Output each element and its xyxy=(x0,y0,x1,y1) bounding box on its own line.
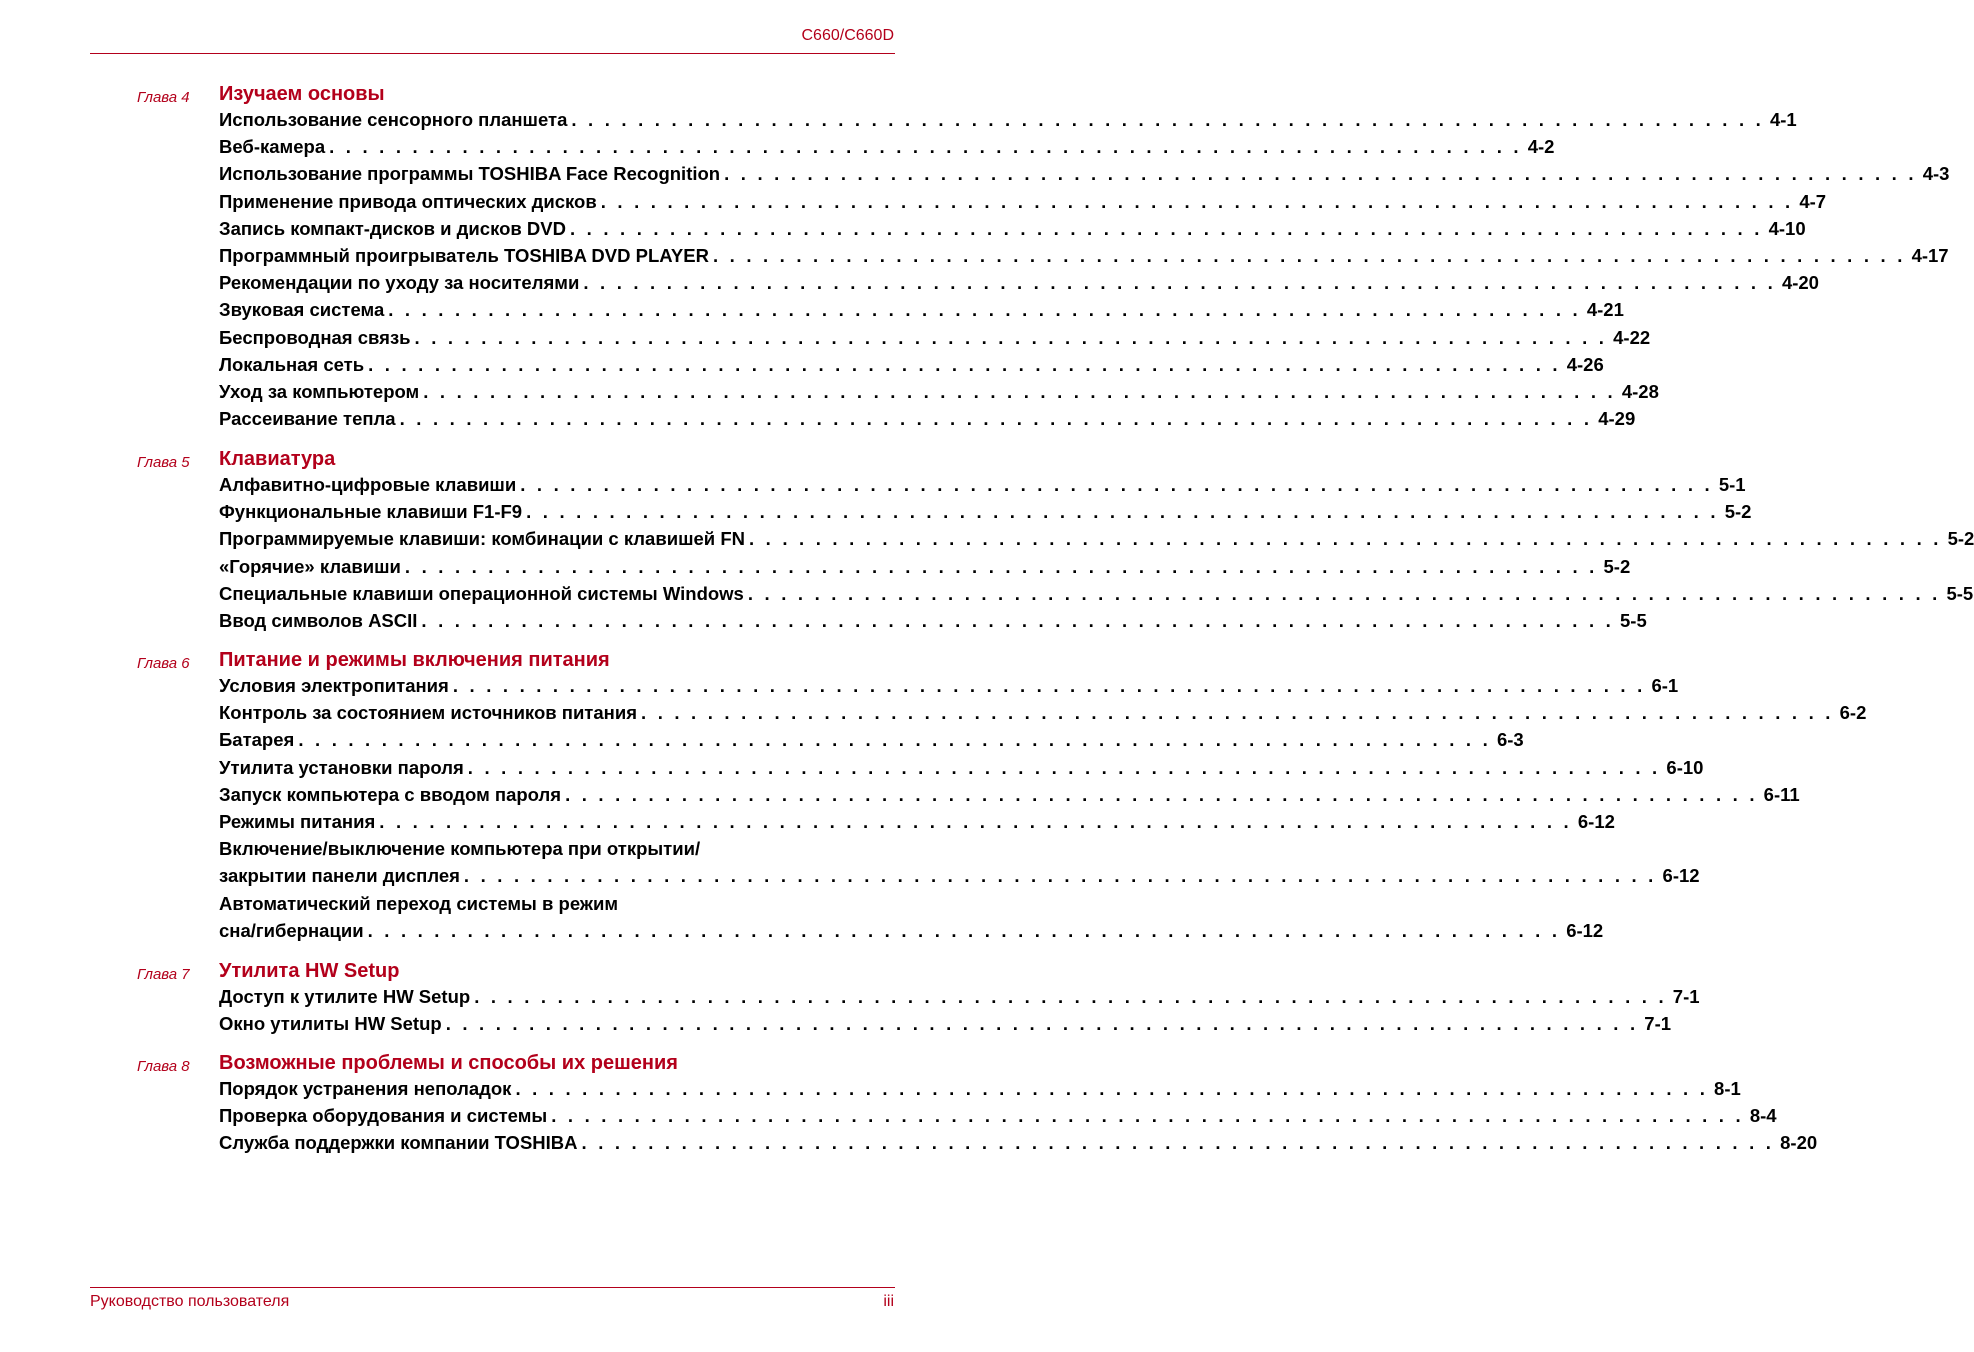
toc-entry-title: Контроль за состоянием источников питания xyxy=(219,702,638,724)
dot-leader: . . . . . . . . . . . . . . . . . . . . . . . . . . . . . . . . . . . . . . . . . . . . . . . . . . . . . . . . . . . . . . . . . . . . . . . . xyxy=(747,582,1941,604)
toc-entry-page: 4-2 xyxy=(1527,136,1555,158)
chapter-label: Глава 6 xyxy=(137,655,190,672)
toc-entry-title: Функциональные клавиши F1-F9 xyxy=(219,501,523,523)
toc-entry-page: 6-10 xyxy=(1666,756,1704,778)
chapter-title[interactable]: Клавиатура xyxy=(219,448,336,470)
toc-entry-page: 5-5 xyxy=(1946,582,1974,604)
toc-entry-title: Проверка оборудования и системы xyxy=(219,1105,548,1127)
chapter-title[interactable]: Изучаем основы xyxy=(219,83,385,105)
chapter-entries xyxy=(219,474,1974,637)
toc-entry[interactable] xyxy=(219,353,1604,381)
toc-entry[interactable] xyxy=(219,1013,1672,1040)
toc-entry[interactable] xyxy=(219,163,1950,190)
toc-entry-page: 5-1 xyxy=(1718,474,1746,495)
toc-entry-page: 4-22 xyxy=(1613,326,1651,348)
toc-entry-page: 8-4 xyxy=(1749,1105,1777,1127)
toc-entry[interactable] xyxy=(219,609,1647,637)
toc-entry-page: 8-1 xyxy=(1714,1078,1741,1099)
toc-entry[interactable] xyxy=(219,474,1746,501)
toc-entry-page: 8-20 xyxy=(1780,1132,1818,1154)
dot-leader: . . . . . . . . . . . . . . . . . . . . . . . . . . . . . . . . . . . . . . . . . . . . . . . . . . . . . . . . . . . . . . . . . . . . . . . . xyxy=(526,501,1719,523)
toc-entry-first-line[interactable]: Включение/выключение компьютера при открытии/ xyxy=(219,838,701,860)
toc-entry-page: 4-29 xyxy=(1598,408,1636,430)
dot-leader: . . . . . . . . . . . . . . . . . . . . . . . . . . . . . . . . . . . . . . . . . . . . . . . . . . . . . . . . . . . . . . . . . . . . . . . . xyxy=(748,528,1942,550)
toc-entry-page: 6-11 xyxy=(1763,783,1800,805)
toc-entry[interactable] xyxy=(219,244,1949,272)
toc-entry-page: 4-28 xyxy=(1621,380,1659,402)
toc-entry-title: Использование сенсорного планшета xyxy=(219,109,568,130)
toc-entry-title: Режимы питания xyxy=(219,810,376,832)
page-number: iii xyxy=(883,1293,894,1310)
dot-leader: . . . . . . . . . . . . . . . . . . . . . . . . . . . . . . . . . . . . . . . . . . . . . . . . . . . . . . . . . . . . . . . . . . . . . . . . xyxy=(463,865,1657,887)
toc-entry-page: 4-17 xyxy=(1911,244,1949,266)
dot-leader: . . . . . . . . . . . . . . . . . . . . . . . . . . . . . . . . . . . . . . . . . . . . . . . . . . . . . . . . . . . . . . . . . . . . . . . . xyxy=(379,810,1572,832)
toc-entry-title: Применение привода оптических дисков xyxy=(219,190,597,212)
toc-entry[interactable] xyxy=(219,756,1704,784)
dot-leader: . . . . . . . . . . . . . . . . . . . . . . . . . . . . . . . . . . . . . . . . . . . . . . . . . . . . . . . . . . . . . . . . . . . . . . . . xyxy=(367,919,1561,941)
toc-entry[interactable] xyxy=(219,702,1867,729)
toc-entry-page: 7-1 xyxy=(1672,986,1700,1007)
toc-entry[interactable] xyxy=(219,109,1797,136)
toc-entry-page: 5-2 xyxy=(1724,501,1752,523)
chapter-entries xyxy=(219,109,1950,435)
toc-entry-title: Батарея xyxy=(219,729,295,751)
toc-entry[interactable] xyxy=(219,136,1555,163)
dot-leader: . . . . . . . . . . . . . . . . . . . . . . . . . . . . . . . . . . . . . . . . . . . . . . . . . . . . . . . . . . . . . . . . . . . . . . . . xyxy=(641,702,1834,724)
toc-entry-title: сна/гибернации xyxy=(219,919,364,941)
toc-entry[interactable] xyxy=(219,582,1974,610)
toc-entry-title: Рекомендации по уходу за носителями xyxy=(219,272,580,294)
dot-leader: . . . . . . . . . . . . . . . . . . . . . . . . . . . . . . . . . . . . . . . . . . . . . . . . . . . . . . . . . . . . . . . . . . . . . . . . xyxy=(414,326,1608,348)
dot-leader: . . . . . . . . . . . . . . . . . . . . . . . . . . . . . . . . . . . . . . . . . . . . . . . . . . . . . . . . . . . . . . . . . . . . . . . . xyxy=(569,217,1763,239)
dot-leader: . . . . . . . . . . . . . . . . . . . . . . . . . . . . . . . . . . . . . . . . . . . . . . . . . . . . . . . . . . . . . . . . . . . . . . . . xyxy=(421,609,1615,631)
toc-entry[interactable] xyxy=(219,528,1974,555)
dot-leader: . . . . . . . . . . . . . . . . . . . . . . . . . . . . . . . . . . . . . . . . . . . . . . . . . . . . . . . . . . . . . . . . . . . . . . . . xyxy=(712,244,1906,266)
toc-entry[interactable] xyxy=(219,729,1524,756)
dot-leader: . . . . . . . . . . . . . . . . . . . . . . . . . . . . . . . . . . . . . . . . . . . . . . . . . . . . . . . . . . . . . . . . . . . . . . . . xyxy=(452,675,1646,696)
toc-entry[interactable] xyxy=(219,810,1615,838)
toc-entry-page: 4-7 xyxy=(1799,190,1827,212)
dot-leader: . . . . . . . . . . . . . . . . . . . . . . . . . . . . . . . . . . . . . . . . . . . . . . . . . . . . . . . . . . . . . . . . . . . . . . . . xyxy=(520,474,1713,495)
dot-leader: . . . . . . . . . . . . . . . . . . . . . . . . . . . . . . . . . . . . . . . . . . . . . . . . . . . . . . . . . . . . . . . . . . . . . . . . xyxy=(583,272,1776,294)
toc-entry-page: 7-1 xyxy=(1644,1013,1672,1035)
toc-entry[interactable] xyxy=(219,675,1679,702)
chapter-label: Глава 4 xyxy=(137,89,190,106)
toc-entry[interactable] xyxy=(219,380,1659,408)
toc-entry-title: Алфавитно-цифровые клавиши xyxy=(219,474,517,495)
toc-entry[interactable] xyxy=(219,555,1631,583)
dot-leader: . . . . . . . . . . . . . . . . . . . . . . . . . . . . . . . . . . . . . . . . . . . . . . . . . . . . . . . . . . . . . . . . . . . . . . . . xyxy=(298,729,1491,751)
toc-entry-title: Использование программы TOSHIBA Face Recognition xyxy=(219,163,721,185)
toc-entry-page: 4-20 xyxy=(1781,272,1819,294)
chapter-title[interactable]: Питание и режимы включения питания xyxy=(219,649,610,671)
footer-title: Руководство пользователя xyxy=(90,1293,290,1310)
toc-entry-title: Программируемые клавиши: комбинации с клавишей FN xyxy=(219,528,745,550)
toc-entry-title: закрытии панели дисплея xyxy=(219,865,460,887)
toc-entry[interactable] xyxy=(219,783,1800,811)
toc-entry-title: Ввод символов ASCII xyxy=(219,609,418,631)
dot-leader: . . . . . . . . . . . . . . . . . . . . . . . . . . . . . . . . . . . . . . . . . . . . . . . . . . . . . . . . . . . . . . . . . . . . . . . . xyxy=(423,380,1616,402)
toc-entry[interactable] xyxy=(219,299,1624,326)
toc-entry-page: 4-26 xyxy=(1566,353,1604,375)
toc-entry-title: Порядок устранения неполадок xyxy=(219,1078,512,1099)
dot-leader: . . . . . . . . . . . . . . . . . . . . . . . . . . . . . . . . . . . . . . . . . . . . . . . . . . . . . . . . . . . . . . . . . . . . . . . . xyxy=(467,756,1661,778)
toc-entry[interactable] xyxy=(219,408,1636,435)
dot-leader: . . . . . . . . . . . . . . . . . . . . . . . . . . . . . . . . . . . . . . . . . . . . . . . . . . . . . . . . . . . . . . . . . . . . . . . . xyxy=(571,109,1764,130)
dot-leader: . . . . . . . . . . . . . . . . . . . . . . . . . . . . . . . . . . . . . . . . . . . . . . . . . . . . . . . . . . . . . . . . . . . . . . . . xyxy=(724,163,1917,185)
toc-entry-page: 6-1 xyxy=(1651,675,1679,696)
dot-leader: . . . . . . . . . . . . . . . . . . . . . . . . . . . . . . . . . . . . . . . . . . . . . . . . . . . . . . . . . . . . . . . . . . . . . . . . xyxy=(600,190,1794,212)
chapter-label: Глава 7 xyxy=(137,966,190,983)
toc-entry-title: Веб-камера xyxy=(219,136,326,158)
toc-entry-page: 5-2 xyxy=(1947,528,1974,550)
toc-entry[interactable] xyxy=(219,919,1604,947)
dot-leader: . . . . . . . . . . . . . . . . . . . . . . . . . . . . . . . . . . . . . . . . . . . . . . . . . . . . . . . . . . . . . . . . . . . . . . . . xyxy=(551,1105,1744,1127)
toc-entry-title: Уход за компьютером xyxy=(219,380,420,402)
toc-entry[interactable] xyxy=(219,190,1827,218)
toc-entry[interactable] xyxy=(219,865,1700,892)
dot-leader: . . . . . . . . . . . . . . . . . . . . . . . . . . . . . . . . . . . . . . . . . . . . . . . . . . . . . . . . . . . . . . . . . . . . . . . . xyxy=(388,299,1581,321)
chapter-title[interactable]: Возможные проблемы и способы их решения xyxy=(219,1052,678,1074)
toc-entry-title: Окно утилиты HW Setup xyxy=(219,1013,442,1035)
chapter-entries xyxy=(219,675,1867,947)
toc-entry-title: Беспроводная связь xyxy=(219,326,411,348)
dot-leader: . . . . . . . . . . . . . . . . . . . . . . . . . . . . . . . . . . . . . . . . . . . . . . . . . . . . . . . . . . . . . . . . . . . . . . . . xyxy=(565,783,1758,805)
toc-entry-title: Локальная сеть xyxy=(219,353,365,375)
header-model: C660/C660D xyxy=(801,27,894,44)
dot-leader: . . . . . . . . . . . . . . . . . . . . . . . . . . . . . . . . . . . . . . . . . . . . . . . . . . . . . . . . . . . . . . . . . . . . . . . . xyxy=(329,136,1522,158)
toc-entry-title: Звуковая система xyxy=(219,299,385,321)
toc-entry-page: 6-3 xyxy=(1496,729,1524,751)
toc-entry-page: 4-3 xyxy=(1922,163,1950,185)
dot-leader: . . . . . . . . . . . . . . . . . . . . . . . . . . . . . . . . . . . . . . . . . . . . . . . . . . . . . . . . . . . . . . . . . . . . . . . . xyxy=(368,353,1561,375)
dot-leader: . . . . . . . . . . . . . . . . . . . . . . . . . . . . . . . . . . . . . . . . . . . . . . . . . . . . . . . . . . . . . . . . . . . . . . . . xyxy=(515,1078,1709,1099)
toc-entry[interactable] xyxy=(219,326,1651,354)
toc-entry[interactable] xyxy=(219,1105,1777,1132)
toc-entry-page: 6-2 xyxy=(1839,702,1867,724)
toc-entry-page: 6-12 xyxy=(1566,919,1604,941)
chapter-entries xyxy=(219,986,1700,1040)
toc-entry-page: 5-5 xyxy=(1620,609,1647,631)
dot-leader: . . . . . . . . . . . . . . . . . . . . . . . . . . . . . . . . . . . . . . . . . . . . . . . . . . . . . . . . . . . . . . . . . . . . . . . . xyxy=(404,555,1598,577)
toc-entry-title: Рассеивание тепла xyxy=(219,408,396,430)
toc-entry-page: 6-12 xyxy=(1577,810,1615,832)
toc-entry-title: «Горячие» клавиши xyxy=(219,555,401,577)
toc-entry-title: Программный проигрыватель TOSHIBA DVD PLAYER xyxy=(219,244,709,266)
toc-entry-page: 4-1 xyxy=(1769,109,1797,130)
toc-entry-title: Утилита установки пароля xyxy=(219,756,464,778)
chapter-title[interactable]: Утилита HW Setup xyxy=(219,960,400,982)
toc-entry-page: 4-21 xyxy=(1586,299,1624,321)
toc-entry-page: 4-10 xyxy=(1768,217,1806,239)
toc-entry[interactable] xyxy=(219,217,1806,245)
dot-leader: . . . . . . . . . . . . . . . . . . . . . . . . . . . . . . . . . . . . . . . . . . . . . . . . . . . . . . . . . . . . . . . . . . . . . . . . xyxy=(399,408,1593,430)
toc-entry-title: Запуск компьютера с вводом пароля xyxy=(219,783,562,805)
toc-entry-title: Доступ к утилите HW Setup xyxy=(219,986,471,1007)
toc-entry-page: 5-2 xyxy=(1603,555,1631,577)
toc-entry-title: Запись компакт-дисков и дисков DVD xyxy=(219,217,566,239)
toc-entry-title: Условия электропитания xyxy=(219,675,449,696)
header-rule xyxy=(90,53,895,54)
toc-entry[interactable] xyxy=(219,501,1752,528)
toc-entry[interactable] xyxy=(219,1078,1741,1105)
toc-entry[interactable] xyxy=(219,1132,1818,1159)
dot-leader: . . . . . . . . . . . . . . . . . . . . . . . . . . . . . . . . . . . . . . . . . . . . . . . . . . . . . . . . . . . . . . . . . . . . . . . . xyxy=(445,1013,1639,1035)
footer-rule xyxy=(90,1287,895,1288)
toc-entry[interactable] xyxy=(219,986,1700,1013)
chapter-label: Глава 5 xyxy=(137,454,190,471)
chapter-label: Глава 8 xyxy=(137,1058,190,1075)
dot-leader: . . . . . . . . . . . . . . . . . . . . . . . . . . . . . . . . . . . . . . . . . . . . . . . . . . . . . . . . . . . . . . . . . . . . . . . . xyxy=(474,986,1667,1007)
toc-entry[interactable] xyxy=(219,272,1819,299)
toc-entry-page: 6-12 xyxy=(1662,865,1700,887)
dot-leader: . . . . . . . . . . . . . . . . . . . . . . . . . . . . . . . . . . . . . . . . . . . . . . . . . . . . . . . . . . . . . . . . . . . . . . . . xyxy=(581,1132,1775,1154)
toc-entry-title: Служба поддержки компании TOSHIBA xyxy=(219,1132,578,1154)
chapter-entries xyxy=(219,1078,1818,1160)
toc-entry-title: Специальные клавиши операционной системы Windows xyxy=(219,582,744,604)
toc-entry-first-line[interactable]: Автоматический переход системы в режим xyxy=(219,892,619,914)
